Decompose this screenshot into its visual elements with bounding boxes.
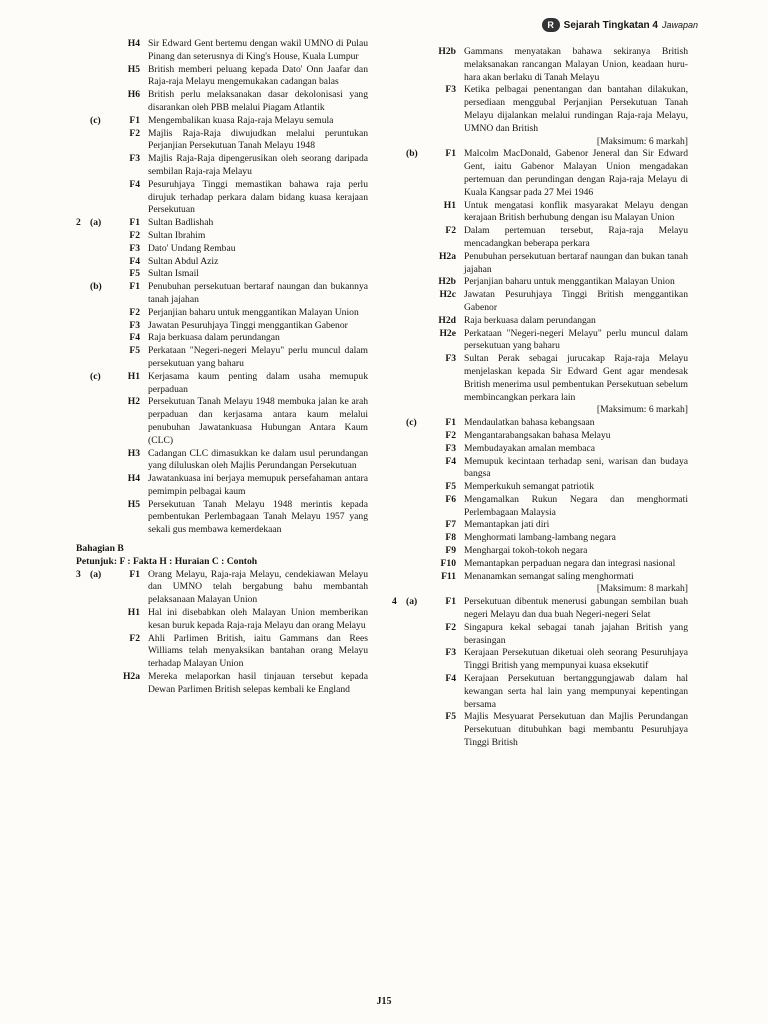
point-code: H1 (127, 370, 140, 382)
answer-entry (392, 443, 688, 456)
point-text: Sultan Ibrahim (148, 229, 206, 241)
question-part (90, 179, 116, 217)
question-part (406, 84, 432, 135)
left-column (76, 38, 368, 697)
question-part (406, 430, 432, 443)
question-part: (c) (406, 417, 417, 429)
point-code: H2 (127, 396, 140, 408)
answer-entry (76, 320, 368, 333)
point-code: F2 (445, 225, 456, 237)
question-number (392, 481, 406, 494)
question-number (76, 345, 90, 371)
question-part (90, 633, 116, 671)
answer-entry (392, 558, 688, 571)
point-text: Perkataan "Negeri-negeri Melayu" perlu muncul dalam persekutuan yang baharu (148, 345, 368, 369)
question-number (76, 89, 90, 115)
point-text: Cadangan CLC dimasukkan ke dalam usul perundangan yang diluluskan oleh Majlis Perundangan Persekutuan (148, 447, 368, 472)
question-part (406, 46, 432, 84)
answer-entry (76, 64, 368, 90)
point-text: Persekutuan Tanah Melayu 1948 merintis kepada pembentukan Perlembagaan Tanah Melayu 1957 yang sekali gus membawa kemerdekaan (148, 498, 368, 536)
question-number (392, 251, 406, 277)
answer-entry (392, 647, 688, 673)
question-part (90, 153, 116, 179)
answer-entry (392, 353, 688, 404)
max-marks: [Maksimum: 6 markah] (596, 135, 688, 147)
question-part (406, 481, 432, 494)
answer-entry (76, 153, 368, 179)
point-code: H4 (127, 38, 140, 49)
question-number (392, 353, 406, 404)
point-code: F2 (129, 229, 140, 241)
answer-entry (392, 456, 688, 482)
answer-entry (392, 430, 688, 443)
question-part (90, 396, 116, 447)
question-part (406, 276, 432, 289)
answer-entry (76, 499, 368, 537)
question-part: (b) (406, 148, 418, 160)
point-text: Ketika pelbagai penentangan dan bantahan dilakukan, persediaan menggubal Perjanjian Persekutuan Tanah Melayu dijalankan melalui rundingan Raja-raja Melayu, UMNO dan British (464, 84, 688, 134)
answer-entry (392, 200, 688, 226)
question-number (392, 558, 406, 571)
question-number (76, 38, 90, 64)
point-text: Jawatankuasa ini berjaya memupuk persefahaman antara pemimpin pelbagai kaum (148, 473, 368, 497)
point-text: Ahli Parlimen British, iaitu Gammans dan Rees Williams telah menyaksikan bantahan orang Melayu terhadap Malayan Union (148, 632, 368, 670)
question-number (392, 200, 406, 226)
point-text: Mereka melaporkan hasil tinjauan tersebut kepada Dewan Parlimen British selepas kembali ke England (148, 671, 368, 695)
point-text: Penubuhan persekutuan bertaraf naungan dan bukan tanah jajahan (464, 250, 688, 275)
answer-entry (76, 473, 368, 499)
point-code: F1 (445, 417, 456, 429)
question-number (392, 443, 406, 456)
point-text: Jawatan Pesuruhjaya Tinggi menggantikan Gabenor (148, 319, 348, 331)
point-text: Orang Melayu, Raja-raja Melayu, cendekiawan Melayu dan UMNO telah bergabung bahu membantah pelaksanaan Malayan Union (148, 568, 368, 606)
question-number (76, 307, 90, 320)
question-number (76, 499, 90, 537)
question-number (392, 545, 406, 558)
point-code: F9 (445, 545, 456, 557)
point-code: H2b (438, 276, 456, 288)
point-code: H2b (438, 46, 456, 57)
point-text: Dalam pertemuan tersebut, Raja-raja Melayu mencadangkan beberapa perkara (464, 225, 688, 249)
question-part (90, 607, 116, 633)
point-code: F11 (441, 570, 456, 582)
point-code: F1 (129, 217, 140, 229)
question-part: (c) (90, 114, 101, 126)
question-part (406, 532, 432, 545)
question-part (406, 571, 432, 584)
question-number (76, 320, 90, 333)
answer-entry (392, 315, 688, 328)
question-part (406, 673, 432, 711)
answer-entry (392, 276, 688, 289)
question-number (392, 622, 406, 648)
point-text: Memperkukuh semangat patriotik (464, 481, 595, 493)
point-text: British memberi peluang kepada Dato' Onn Jaafar dan Raja-raja Melayu mengemukakan cadangan balas (148, 63, 368, 88)
point-code: F1 (129, 281, 140, 293)
question-number: 2 (76, 217, 81, 229)
question-number (392, 647, 406, 673)
question-part (406, 225, 432, 251)
point-text: Membudayakan amalan membaca (464, 442, 596, 454)
answer-entry (76, 89, 368, 115)
point-text: Mendaulatkan bahasa kebangsaan (464, 417, 595, 429)
point-text: Menghargai tokoh-tokoh negara (464, 545, 588, 557)
question-part (90, 307, 116, 320)
answer-entry (392, 289, 688, 315)
question-number (76, 633, 90, 671)
answer-entry (392, 519, 688, 532)
answer-entry (392, 84, 688, 135)
point-code: F2 (129, 306, 140, 318)
question-number (392, 673, 406, 711)
point-code: F2 (445, 429, 456, 441)
question-part (406, 251, 432, 277)
question-part (406, 622, 432, 648)
answer-entry (76, 243, 368, 256)
answer-entry (76, 371, 368, 397)
question-part (406, 315, 432, 328)
point-text: Perkataan "Negeri-negeri Melayu" perlu muncul dalam persekutuan yang baharu (464, 327, 688, 352)
point-text: Mengamalkan Rukun Negara dan menghormati Perlembagaan Malaysia (464, 493, 688, 518)
question-part (90, 256, 116, 269)
answer-entry (76, 179, 368, 217)
question-number (392, 519, 406, 532)
point-text: Majlis Raja-Raja diwujudkan melalui peruntukan Perjanjian Persekutuan Tanah Melayu 1948 (148, 127, 368, 152)
right-answers (392, 46, 688, 750)
point-text: Perjanjian baharu untuk menggantikan Malayan Union (464, 276, 675, 288)
question-part (90, 64, 116, 90)
question-part (406, 353, 432, 404)
answer-entry (392, 481, 688, 494)
question-part (90, 89, 116, 115)
point-text: Raja berkuasa dalam perundangan (464, 314, 596, 326)
point-code: H1 (443, 199, 456, 211)
answer-entry (392, 148, 688, 199)
left-answers-b (76, 569, 368, 697)
point-code: F1 (445, 596, 456, 608)
question-part (406, 494, 432, 520)
answer-entry (392, 532, 688, 545)
question-part: (a) (90, 217, 102, 229)
answer-entry (392, 545, 688, 558)
point-text: Mengantarabangsakan bahasa Melayu (464, 429, 611, 441)
question-part (406, 647, 432, 673)
point-code: F4 (129, 178, 140, 190)
page-header (542, 18, 698, 32)
question-number (392, 289, 406, 315)
question-number (392, 315, 406, 328)
point-code: H2c (439, 289, 456, 301)
point-code: F1 (445, 148, 456, 160)
answer-entry (76, 448, 368, 474)
answer-entry (76, 569, 368, 607)
question-number (76, 115, 90, 128)
question-part (406, 519, 432, 532)
section-title: Bahagian B (76, 543, 124, 555)
question-number (76, 281, 90, 307)
point-text: Majlis Raja-Raja dipengerusikan oleh seorang daripada sembilan Raja-raja Melayu (148, 153, 368, 177)
point-code: H6 (127, 89, 140, 101)
question-part: (a) (406, 596, 418, 608)
question-number: 4 (392, 596, 397, 608)
question-number (76, 332, 90, 345)
question-part (90, 38, 116, 64)
answer-entry (392, 596, 688, 622)
answer-entry (76, 281, 368, 307)
question-number (392, 417, 406, 430)
answer-entry (392, 673, 688, 711)
question-part (406, 200, 432, 226)
question-part (90, 243, 116, 256)
point-code: F3 (445, 353, 456, 365)
question-number (76, 448, 90, 474)
question-number (76, 64, 90, 90)
point-text: Sultan Ismail (148, 268, 199, 280)
point-text: Perjanjian baharu untuk menggantikan Malayan Union (148, 306, 359, 318)
book-subtitle: Jawapan (661, 20, 698, 30)
point-text: Memantapkan perpaduan negara dan integrasi nasional (464, 557, 676, 569)
question-part (90, 345, 116, 371)
point-text: Sultan Perak sebagai jurucakap Raja-raja Melayu menjelaskan kepada Sir Edward Gent agar mendesak British menerima usul pembentukan Persekutuan sebelum membincangkan perkara lain (464, 353, 688, 403)
question-number (392, 276, 406, 289)
point-text: Persekutuan Tanah Melayu 1948 membuka jalan ke arah perpaduan dan kerjasama antara kaum melalui penubuhan Jawatankuasa Hubungan Antara Kaum (CLC) (148, 396, 368, 446)
answer-entry (76, 38, 368, 64)
question-part: (a) (90, 568, 102, 580)
answer-entry (392, 711, 688, 749)
point-text: Malcolm MacDonald, Gabenor Jeneral dan Sir Edward Gent, iaitu Gabenor Malayan Union mengadakan pertemuan dan perundingan dengan Raja-raja Melayu di Kuala Kangsar pada 27 Mei 1946 (464, 148, 688, 198)
question-part (406, 711, 432, 749)
point-text: Mengembalikan kuasa Raja-raja Melayu semula (148, 114, 334, 126)
point-code: H3 (127, 447, 140, 459)
point-text: Sir Edward Gent bertemu dengan wakil UMNO di Pulau Pinang dan seterusnya di King's House, Kuala Lumpur (148, 38, 368, 62)
point-text: Sultan Abdul Aziz (148, 255, 219, 267)
point-text: Gammans menyatakan bahawa sekiranya British melaksanakan rancangan Malayan Union, keadaan huru-hara akan berlaku di Tanah Melayu (464, 46, 688, 83)
point-code: F3 (129, 153, 140, 165)
point-text: Majlis Mesyuarat Persekutuan dan Majlis Perundangan Persekutuan ditubuhkan bagi membantu Pesuruhjaya Tinggi British (464, 711, 688, 749)
point-text: Hal ini disebabkan oleh Malayan Union memberikan kesan buruk kepada Raja-raja Melayu dan orang Melayu (148, 607, 368, 631)
question-number (392, 46, 406, 84)
answer-entry (392, 328, 688, 354)
point-code: F8 (445, 532, 456, 544)
point-text: Untuk mengatasi konflik masyarakat Melayu dengan kerajaan British berhubung dengan isu Malayan Union (464, 199, 688, 224)
point-code: H2d (438, 314, 456, 326)
point-text: Kerajaan Persekutuan diketuai oleh seorang Pesuruhjaya Tinggi British yang mempunyai kuasa eksekutif (464, 647, 688, 672)
question-number (392, 494, 406, 520)
answer-entry (392, 494, 688, 520)
answer-entry (76, 128, 368, 154)
point-code: H1 (127, 607, 140, 619)
question-number (392, 456, 406, 482)
point-code: F5 (129, 268, 140, 280)
point-text: Persekutuan dibentuk menerusi gabungan sembilan buah negeri Melayu dan dua buah Negeri-negeri Selat (464, 596, 688, 621)
point-code: H5 (127, 63, 140, 75)
point-code: F3 (129, 242, 140, 254)
question-number (76, 268, 90, 281)
point-code: F1 (129, 114, 140, 126)
answer-entry (76, 332, 368, 345)
question-number (392, 84, 406, 135)
answer-entry (76, 607, 368, 633)
answer-entry (392, 417, 688, 430)
answer-entry (76, 396, 368, 447)
point-code: F4 (445, 673, 456, 685)
answer-entry (392, 622, 688, 648)
point-code: H4 (127, 473, 140, 485)
point-text: Pesuruhjaya Tinggi memastikan bahawa raja perlu dirujuk terhadap perkara dalam bidang kuasa kerajaan Persekutuan (148, 178, 368, 216)
answer-entry (76, 230, 368, 243)
point-code: F5 (129, 345, 140, 357)
point-code: F4 (129, 332, 140, 344)
answer-entry (392, 225, 688, 251)
page-number: J15 (376, 996, 392, 1007)
question-number (76, 607, 90, 633)
point-code: F3 (445, 647, 456, 659)
max-marks: [Maksimum: 8 markah] (596, 583, 688, 595)
question-number (76, 473, 90, 499)
answer-entry (392, 571, 688, 584)
question-part (90, 473, 116, 499)
answer-entry (392, 46, 688, 84)
point-text: Penubuhan persekutuan bertaraf naungan dan bukannya tanah jajahan (148, 281, 368, 305)
question-part (90, 230, 116, 243)
question-number (392, 148, 406, 199)
point-code: F1 (129, 568, 140, 580)
question-number (76, 128, 90, 154)
book-title: Sejarah Tingkatan 4 (563, 19, 658, 31)
question-part (406, 289, 432, 315)
question-number (392, 328, 406, 354)
answer-entry (392, 251, 688, 277)
answer-entry (76, 256, 368, 269)
answer-entry (76, 345, 368, 371)
question-number (76, 243, 90, 256)
point-code: F5 (445, 711, 456, 723)
question-part (90, 320, 116, 333)
question-number (76, 671, 90, 697)
point-text: Singapura kekal sebagai tanah jajahan British yang berasingan (464, 621, 688, 646)
question-number (392, 225, 406, 251)
answer-entry (76, 217, 368, 230)
question-number (76, 256, 90, 269)
point-code: F10 (440, 557, 456, 569)
point-code: F4 (445, 455, 456, 467)
answer-entry (76, 268, 368, 281)
question-number (392, 571, 406, 584)
point-code: F7 (445, 519, 456, 531)
point-text: Dato' Undang Rembau (148, 242, 236, 254)
right-column (392, 46, 688, 750)
point-code: F3 (445, 84, 456, 96)
point-code: F4 (129, 255, 140, 267)
point-text: Jawatan Pesuruhjaya Tinggi British menggantikan Gabenor (464, 289, 688, 313)
point-code: F3 (129, 319, 140, 331)
answer-entry (76, 115, 368, 128)
question-part (90, 268, 116, 281)
question-part (90, 448, 116, 474)
point-text: Sultan Badlishah (148, 217, 214, 229)
point-code: F2 (129, 127, 140, 139)
question-number (76, 230, 90, 243)
question-part (406, 328, 432, 354)
point-code: F6 (445, 493, 456, 505)
legend: Petunjuk: F : Fakta H : Huraian C : Contoh (76, 555, 258, 567)
point-text: British perlu melaksanakan dasar dekolonisasi yang disarankan oleh PBB melalui Piagam Atlantik (148, 89, 368, 113)
point-code: H2a (438, 250, 456, 262)
question-number (76, 153, 90, 179)
point-code: H2a (122, 671, 140, 683)
point-code: F5 (445, 481, 456, 493)
point-text: Raja berkuasa dalam perundangan (148, 332, 280, 344)
point-code: H5 (127, 498, 140, 510)
point-text: Kerjasama kaum penting dalam usaha memupuk perpaduan (148, 370, 368, 395)
question-number: 3 (76, 568, 81, 580)
answer-entry (76, 671, 368, 697)
point-text: Memupuk kecintaan terhadap seni, warisan dan budaya bangsa (464, 455, 688, 480)
question-number (392, 430, 406, 443)
question-part: (c) (90, 370, 101, 382)
question-part (406, 443, 432, 456)
question-number (76, 179, 90, 217)
point-text: Kerajaan Persekutuan bertanggungjawab dalam hal kewangan serta hal lain yang mempunyai kepentingan bersama (464, 673, 688, 710)
question-part: (b) (90, 281, 102, 293)
point-code: F2 (445, 621, 456, 633)
question-part (406, 456, 432, 482)
answer-entry (76, 633, 368, 671)
question-part (90, 671, 116, 697)
point-code: F2 (129, 632, 140, 644)
question-part (90, 499, 116, 537)
max-marks: [Maksimum: 6 markah] (596, 404, 688, 416)
point-text: Menanamkan semangat saling menghormati (464, 570, 634, 582)
point-text: Memantapkan jati diri (464, 519, 550, 531)
question-number (392, 532, 406, 545)
point-code: H2e (439, 327, 456, 339)
point-text: Menghormati lambang-lambang negara (464, 532, 616, 544)
answer-entry (76, 307, 368, 320)
question-part (406, 558, 432, 571)
question-number (76, 371, 90, 397)
question-number (76, 396, 90, 447)
question-part (406, 545, 432, 558)
point-code: F3 (445, 442, 456, 454)
question-part (90, 128, 116, 154)
question-part (90, 332, 116, 345)
left-answers (76, 38, 368, 537)
question-number (392, 711, 406, 749)
publisher-logo: R (542, 18, 560, 32)
